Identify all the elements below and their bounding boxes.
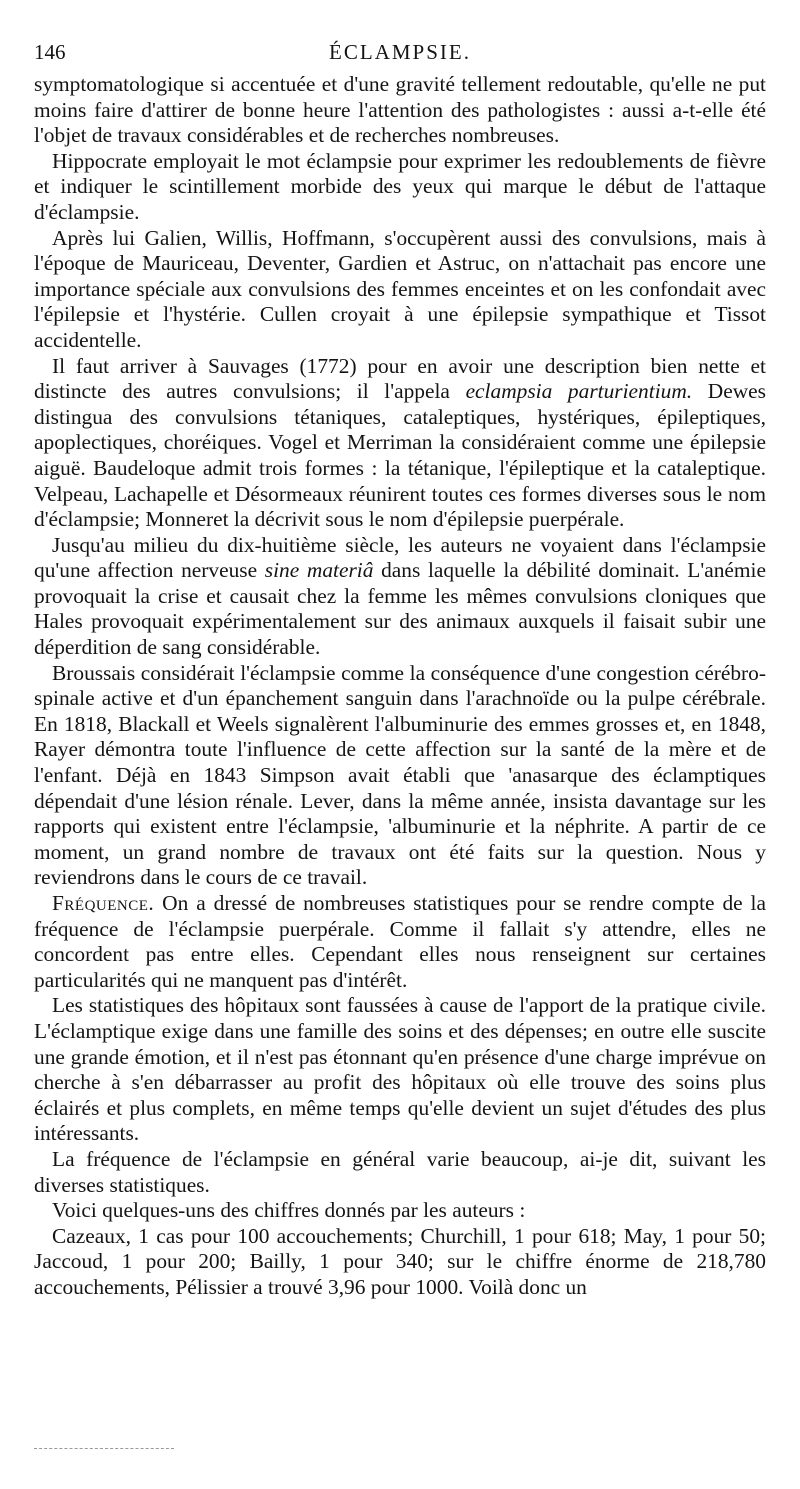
paragraph-sauvages <box>34 354 766 533</box>
paragraph-dix-huitieme <box>34 533 766 661</box>
body-text <box>34 72 766 1301</box>
paragraph-chiffres-intro: Voici quelques-uns des chiffres donnés par les auteurs : <box>52 1198 526 1223</box>
paragraph-text: On a dressé de nombreuses statistiques pour se rendre compte de la fréquence de l'éclampsie puerpérale. Comme il fallait s'y attendre, elles ne concordent pas entre elles. Cependant elles nous renseignent sur certaines particularités qui ne manquent pas d'intérêt. <box>34 891 766 992</box>
section-label: Fréquence. <box>52 891 155 915</box>
page-header <box>34 40 766 64</box>
paragraph-frequence <box>34 891 766 993</box>
paragraph-statistiques: Les statistiques des hôpitaux sont faussées à cause de l'apport de la pratique civile. L'éclamptique exige dans une famille des soins et des dépenses; en outre elle suscite une grande émotion, et il n'est pas étonnant qu'en présence d'une charge imprévue on cherche à s'en débarrasser au profit des hôpitaux où elle trouve des soins plus éclairés et plus complets, en même temps qu'elle devient un sujet d'études des plus intéressants. <box>34 993 766 1146</box>
paragraph-hippocrate: Hippocrate employait le mot éclampsie pour exprimer les redoublements de fièvre et indiquer le scintillement morbide des yeux qui marque le début de l'attaque d'éclampsie. <box>34 148 766 224</box>
paragraph-text: dans laquelle la débilité dominait. L'anémie provoquait la crise et causait chez la femme les mêmes convulsions cloniques que Hales provoquait expérimentalement sur des animaux auxquels il faisait subir une déperdition de sang considérable. <box>34 558 766 660</box>
paragraph-broussais: Broussais considérait l'éclampsie comme la conséquence d'une congestion cérébro-spinale active et d'un épanchement sanguin dans l'arachnoïde ou la pulpe cérébrale. En 1818, Blackall et Weels signalèrent l'albuminurie des emmes grosses et, en 1848, Rayer démontra toute l'influence de cette affection sur la santé de la mère et de l'enfant. Déjà en 1843 Simpson avait établi que 'anasarque des éclamptiques dépendait d'une lésion rénale. Lever, dans la même année, insista davantage sur les rapports qui existent entre l'éclampsie, 'albuminurie et la néphrite. A partir de ce moment, un grand nombre de travaux ont été faits sur la question. Nous y reviendrons dans le cours de ce travail. <box>34 660 766 890</box>
paragraph-text: Il faut arriver à Sauvages (1772) pour en avoir une description bien nette et distincte des autres convulsions; il l'appela <box>34 353 766 404</box>
paragraph-galien: Après lui Galien, Willis, Hoffmann, s'occupèrent aussi des convulsions, mais à l'époque de Mauriceau, Deventer, Gardien et Astruc, on n'attachait pas encore une importance spéciale aux convulsions des femmes enceintes et on les confondait avec l'épilepsie et l'hystérie. Cullen croyait à une épilepsie sympathique et Tissot accidentelle. <box>34 225 766 352</box>
page-number: 146 <box>34 40 66 64</box>
paragraph-chiffres: Cazeaux, 1 cas pour 100 accouchements; Churchill, 1 pour 618; May, 1 pour 50; Jaccoud, 1 pour 200; Bailly, 1 pour 340; sur le chiffre énorme de 218,780 accouchements, Pélissier a trouvé 3,96 pour 1000. Voilà donc un <box>34 1223 766 1299</box>
running-title: ÉCLAMPSIE. <box>329 40 471 64</box>
paragraph-text: Dewes distingua des convulsions tétaniques, cataleptiques, hystériques, épileptiques, apoplectiques, choréiques. Vogel et Merriman la considéraient comme une épilepsie aiguë. Baudeloque admit trois formes : la tétanique, l'épileptique et la cataleptique. Velpeau, Lachapelle et Désormeaux réunirent toutes ces formes diverses sous le nom d'éclampsie; Monneret la décrivit sous le nom d'épilepsie puerpérale. <box>34 379 766 532</box>
latin-term: eclampsia parturientium. <box>465 379 693 404</box>
footer-rule <box>34 1448 174 1449</box>
latin-term: sine materiâ <box>264 558 374 583</box>
paragraph-frequence-generale: La fréquence de l'éclampsie en général varie beaucoup, ai-je dit, suivant les diverses statistiques. <box>34 1146 766 1197</box>
paragraph-text: Jusqu'au milieu du dix-huitième siècle, les auteurs ne voyaient dans l'éclampsie qu'une affection nerveuse <box>34 532 766 583</box>
paragraph-continuation: symptomatologique si accentuée et d'une gravité tellement redoutable, qu'elle ne put moins faire d'attirer de bonne heure l'attention des pathologistes : aussi a-t-elle été l'objet de travaux considérables et de recherches nombreuses. <box>34 72 766 148</box>
